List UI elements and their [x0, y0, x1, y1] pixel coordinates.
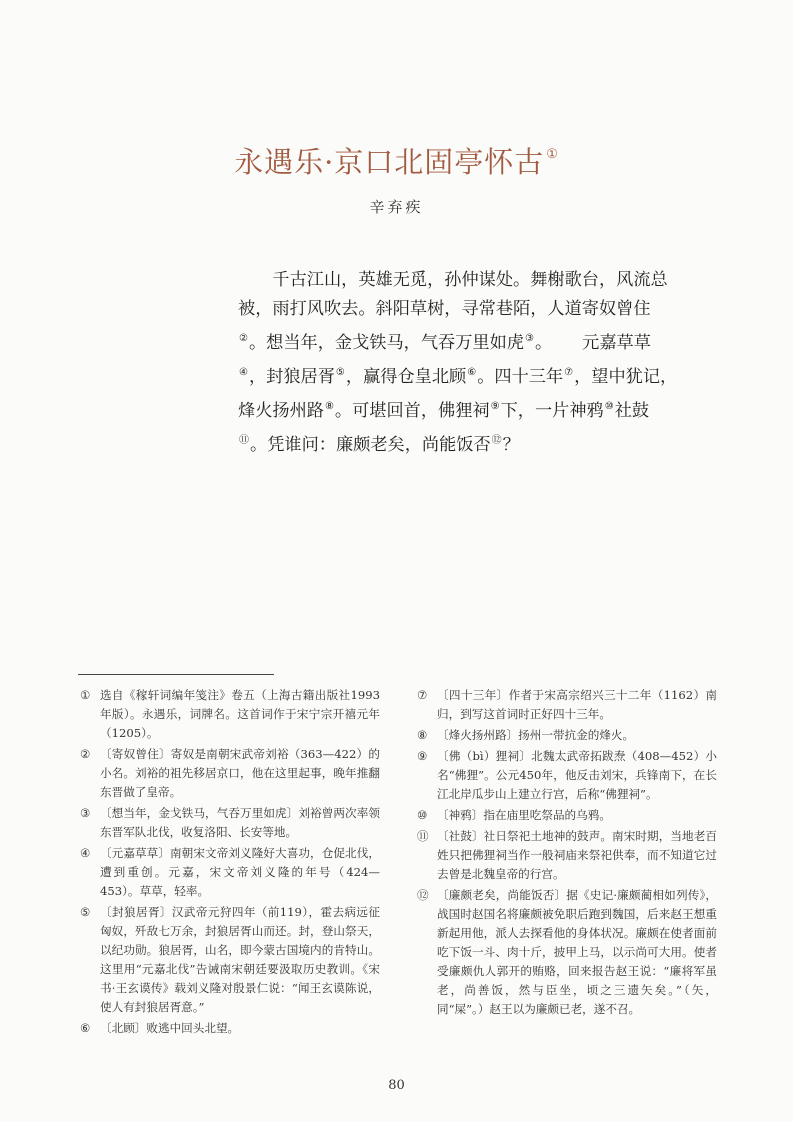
poem-segment: 下，一片神鸦 [500, 401, 604, 421]
poem-segment: ，赢得仓皇北顾 [345, 367, 467, 387]
footnote-mark[interactable]: ⑦ [564, 367, 574, 378]
footnote-text: 〔北顾〕败逃中回头北望。 [100, 1021, 240, 1035]
footnotes-right-column [417, 686, 717, 1021]
author: 辛弃疾 [369, 198, 424, 216]
footnote-text: 〔四十三年〕作者于宋高宗绍兴三十二年（1162）南归，到写这首词时正好四十三年。 [437, 688, 717, 721]
page-title [0, 140, 793, 181]
footnote-text: 〔社鼓〕社日祭祀土地神的鼓声。南宋时期，当地老百姓只把佛狸祠当作一般祠庙来祭祀供奉，而不知道它过去曾是北魏皇帝的行宫。 [437, 829, 717, 881]
footnote-text: 〔佛（bì）狸祠〕北魏太武帝拓跋焘（408—452）小名“佛狸”。公元450年，他反击刘宋，兵锋南下，在长江北岸瓜步山上建立行宫，后称“佛狸祠”。 [437, 749, 717, 801]
footnote-text: 选自《稼轩词编年笺注》卷五（上海古籍出版社1993年版）。永遇乐，词牌名。这首词作于宋宁宗开禧元年（1205）。 [100, 688, 380, 740]
footnote-number: ⑥ [80, 1021, 91, 1035]
footnote-text: 〔封狼居胥〕汉武帝元狩四年（前119），霍去病远征匈奴，歼敌七万余，封狼居胥山而还。封，登山祭天，以纪功勋。狼居胥，山名，即今蒙古国境内的肯特山。这里用“元嘉北伐”告诫南宋朝廷要汲取历史教训。《宋书·王玄谟传》载刘义隆对殷景仁说：“闻王玄谟陈说，使人有封狼居胥意。” [100, 905, 380, 1014]
poem-segment: 。四十三年 [477, 367, 564, 387]
page-number: 80 [388, 1078, 405, 1093]
footnote-number: ⑤ [80, 905, 91, 919]
poem-segment: 。想当年，金戈铁马，气吞万里如虎 [248, 333, 524, 353]
footnote-text: 〔元嘉草草〕南朝宋文帝刘义隆好大喜功，仓促北伐，遭到重创。元嘉，宋文帝刘义隆的年号（424—453）。草草，轻率。 [100, 846, 380, 898]
poem-segment: ，望中犹记，烽火扬州路 [238, 367, 678, 421]
footnotes-left-column [80, 686, 380, 1040]
footnote-text: 〔神鸦〕指在庙里吃祭品的乌鸦。 [437, 808, 611, 822]
poem-segment: 千古江山，英雄无觅，孙仲谋处。舞榭歌台，风流总被，雨打风吹去。斜阳草树，寻常巷陌，人道寄奴曾住 [238, 270, 668, 319]
footnote-number: ② [80, 747, 91, 761]
footnote-number: ⑩ [417, 808, 428, 822]
footnote-item [417, 827, 717, 884]
footnote-mark[interactable]: ⑨ [490, 401, 500, 412]
footnote-text: 〔想当年，金戈铁马，气吞万里如虎〕刘裕曾两次率领东晋军队北伐，收复洛阳、长安等地。 [100, 806, 380, 839]
footnote-text: 〔烽火扬州路〕扬州一带抗金的烽火。 [437, 728, 635, 742]
footnote-number: ⑦ [417, 688, 428, 702]
footnote-number: ⑫ [417, 888, 429, 902]
poem-segment: 。凭谁问：廉颇老矣，尚能饭否 [250, 435, 491, 455]
footnote-mark[interactable]: ⑫ [491, 435, 502, 446]
footnote-item [80, 686, 380, 743]
footnote-mark[interactable]: ③ [524, 333, 534, 344]
footnote-divider [78, 674, 274, 675]
footnote-number: ④ [80, 846, 91, 860]
footnote-mark[interactable]: ⑤ [335, 367, 345, 378]
footnote-number: ③ [80, 806, 91, 820]
footnote-number: ① [80, 688, 91, 702]
footnote-item [417, 726, 717, 745]
footnote-item [80, 903, 380, 1017]
footnote-item [80, 1019, 380, 1038]
footnote-item [417, 747, 717, 804]
footnote-mark[interactable]: ② [239, 333, 248, 344]
footnote-number: ⑨ [417, 749, 428, 763]
poem-text [238, 266, 678, 460]
footnote-number: ⑪ [417, 829, 429, 843]
title-footnote-mark[interactable]: ① [546, 147, 559, 162]
footnote-item [80, 804, 380, 842]
footnote-text: 〔寄奴曾住〕寄奴是南朝宋武帝刘裕（363—422）的小名。刘裕的祖先移居京口，他在这里起事，晚年推翻东晋做了皇帝。 [100, 747, 380, 799]
poem-segment: 社鼓 [614, 401, 650, 421]
poem-segment: 。 [534, 333, 553, 353]
footnote-number: ⑧ [417, 728, 428, 742]
footnote-mark[interactable]: ⑩ [604, 401, 614, 412]
poem-segment: 元嘉草草 [582, 333, 651, 353]
footnote-mark[interactable]: ⑥ [467, 367, 477, 378]
footnote-item [80, 844, 380, 901]
poem-segment: 。可堪回首，佛狸祠 [334, 401, 490, 421]
footnote-item [417, 806, 717, 825]
footnote-text: 〔廉颇老矣，尚能饭否〕据《史记·廉颇蔺相如列传》，战国时赵国名将廉颇被免职后跑到魏国，后来赵王想重新起用他，派人去探看他的身体状况。廉颇在使者面前吃下饭一斗、肉十斤，披甲上马，以示尚可大用。使者受廉颇仇人郭开的贿赂，回来报告赵王说：“廉将军虽老，尚善饭，然与臣坐，顷之三遗矢矣。”（矢，同“屎”。）赵王以为廉颇已老，遂不召。 [437, 888, 717, 1016]
footnote-mark[interactable]: ⑪ [239, 435, 249, 446]
footnote-item [417, 886, 717, 1019]
footnote-item [80, 745, 380, 802]
poem-segment: ，封狼居胥 [248, 367, 335, 387]
footnote-item [417, 686, 717, 724]
footnote-mark[interactable]: ④ [239, 367, 248, 378]
poem-segment: ？ [502, 435, 520, 455]
title-text: 永遇乐·京口北固亭怀古 [234, 145, 545, 179]
footnote-mark[interactable]: ⑧ [324, 401, 334, 412]
